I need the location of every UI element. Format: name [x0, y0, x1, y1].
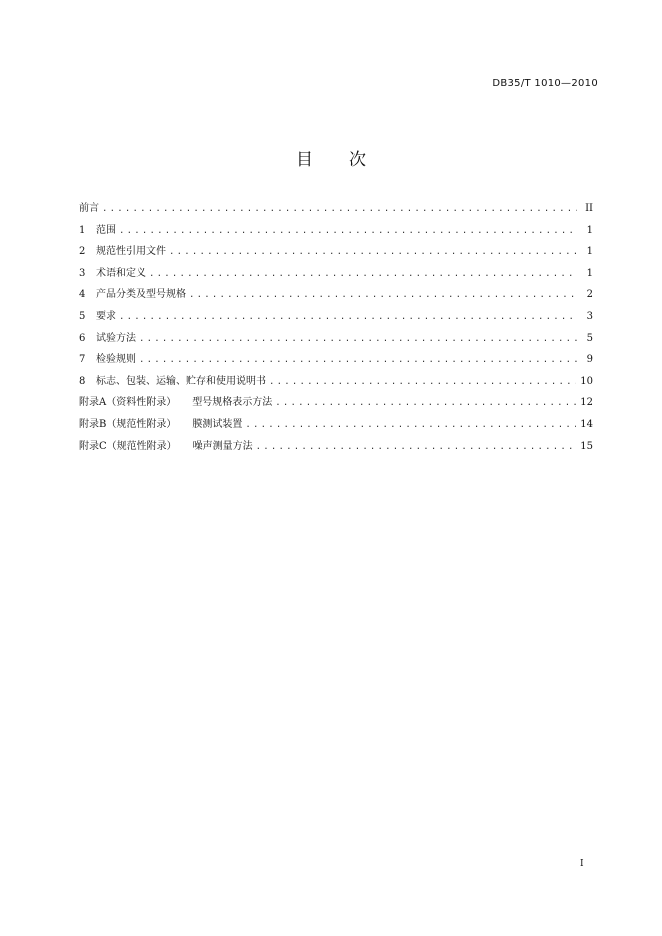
toc-entry-3[interactable]	[79, 264, 593, 286]
toc-entry-page: 12	[580, 397, 593, 409]
toc-annex-label: 附录A（资料性附录）	[79, 397, 177, 409]
toc-entry-label: 标志、包装、运输、贮存和使用说明书	[96, 375, 266, 387]
toc-entry-5[interactable]	[79, 307, 593, 329]
toc-entry-label: 术语和定义	[96, 267, 146, 279]
toc-entry-number: 1	[79, 224, 86, 236]
toc-entry-page: 1	[586, 224, 593, 236]
toc-annex-title: 膜测试装置	[192, 418, 243, 430]
toc-annex-title: 噪声测量方法	[192, 440, 253, 452]
toc-entry-number: 6	[79, 332, 86, 344]
toc-entry-number: 3	[79, 267, 86, 279]
toc-entry-page: 10	[580, 375, 593, 387]
toc-entry-number: 8	[79, 375, 86, 387]
table-of-contents	[79, 199, 593, 458]
toc-leader-dots	[139, 334, 577, 344]
toc-entry-number: 7	[79, 354, 86, 366]
toc-leader-dots	[119, 226, 577, 236]
toc-entry-page: II	[585, 203, 593, 214]
toc-entry-8[interactable]	[79, 372, 593, 394]
toc-entry-label: 前言	[79, 203, 99, 214]
toc-entry-label: 要求	[96, 310, 116, 322]
toc-title-char: 次	[349, 150, 366, 170]
toc-entry-page: 15	[580, 440, 593, 452]
toc-leader-dots	[139, 355, 577, 365]
toc-entry-annex-a[interactable]	[79, 393, 593, 415]
toc-title-char: 目	[296, 150, 313, 170]
toc-leader-dots	[102, 204, 577, 214]
toc-entry-page: 5	[586, 332, 593, 344]
toc-entry-4[interactable]	[79, 285, 593, 307]
toc-entry-number: 2	[79, 246, 86, 258]
toc-entry-label: 检验规则	[96, 354, 136, 366]
toc-title	[0, 145, 662, 170]
toc-entry-1[interactable]	[79, 221, 593, 243]
toc-entry-label: 产品分类及型号规格	[96, 289, 186, 301]
page-number: I	[580, 859, 584, 869]
toc-leader-dots	[149, 269, 577, 279]
toc-entry-number: 4	[79, 289, 86, 301]
toc-entry-page: 14	[580, 418, 593, 430]
toc-leader-dots	[189, 290, 577, 300]
toc-annex-title: 型号规格表示方法	[192, 397, 273, 409]
toc-entry-foreword[interactable]	[79, 199, 593, 221]
standard-number: DB35/T 1010—2010	[492, 78, 598, 89]
toc-leader-dots	[256, 442, 577, 452]
toc-leader-dots	[269, 377, 576, 387]
toc-leader-dots	[275, 398, 576, 408]
toc-entry-7[interactable]	[79, 350, 593, 372]
toc-leader-dots	[169, 247, 577, 257]
toc-annex-label: 附录C（规范性附录）	[79, 440, 177, 452]
toc-annex-label: 附录B（规范性附录）	[79, 418, 177, 430]
toc-entry-label: 规范性引用文件	[96, 246, 166, 258]
toc-entry-page: 9	[586, 354, 593, 366]
toc-entry-page: 1	[586, 267, 593, 279]
toc-entry-label: 试验方法	[96, 332, 136, 344]
toc-entry-label: 范围	[96, 224, 116, 236]
toc-leader-dots	[245, 420, 576, 430]
toc-entry-2[interactable]	[79, 242, 593, 264]
toc-entry-page: 3	[586, 310, 593, 322]
toc-entry-number: 5	[79, 310, 86, 322]
toc-entry-annex-c[interactable]	[79, 437, 593, 459]
toc-entry-6[interactable]	[79, 329, 593, 351]
toc-leader-dots	[119, 312, 577, 322]
toc-entry-page: 1	[586, 246, 593, 258]
toc-entry-page: 2	[586, 289, 593, 301]
toc-entry-annex-b[interactable]	[79, 415, 593, 437]
